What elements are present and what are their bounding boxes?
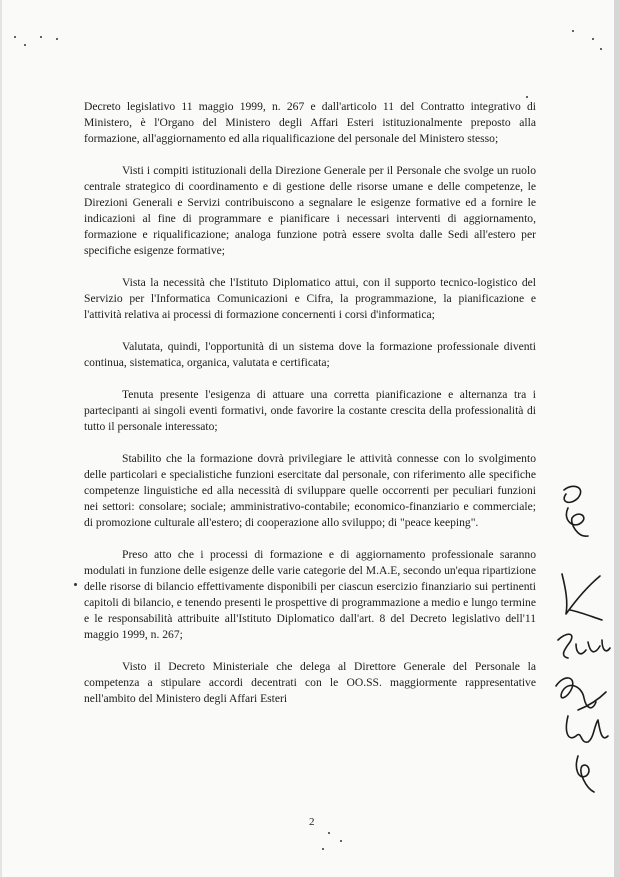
signature-initial-3 — [558, 634, 610, 658]
scan-speck — [40, 36, 42, 38]
scan-speck — [24, 44, 26, 46]
scan-speck — [340, 840, 342, 842]
paragraph-intro: Decreto legislativo 11 maggio 1999, n. 267 e dall'articolo 11 del Contratto integrativo di Ministero, è l'Organo del Ministero degli Affari Esteri istituzionalmente preposto alla formazione, all'aggiornamento ed alla riqualificazione del personale del Ministero stesso; — [84, 100, 536, 145]
signature-initial-1 — [564, 486, 588, 536]
scan-speck — [328, 832, 330, 834]
signature-initial-6 — [576, 756, 594, 792]
scan-speck — [526, 96, 528, 98]
handwritten-signatures — [548, 480, 618, 800]
paragraph-tenuta-presente: Tenuta presente l'esigenza di attuare una corretta pianificazione e alternanza tra i partecipanti ai singoli eventi formativi, onde favorire la costante crescita della professionalità di tutto il personale interessato; — [84, 388, 536, 433]
paragraph-valutata: Valutata, quindi, l'opportunità di un sistema dove la formazione professionale diventi continua, sistematica, organica, valutata e certificata; — [84, 340, 536, 369]
paragraph-preso-atto: Preso atto che i processi di formazione e di aggiornamento professionale saranno modulati in funzione delle esigenze delle varie categorie del M.A.E, secondo un'equa ripartizione delle risorse di bilancio effettivamente disponibili per ciascun esercizio finanziario sui pertinenti capitoli di bilancio, e tenendo presenti le prospettive di programmazione a medio e lungo termine e le responsabilità attribuite all'Istituto Diplomatico dall'art. 8 del Decreto legislativo dell'11 maggio 1999, n. 267; — [84, 548, 536, 641]
paragraph-visto-decreto: Visto il Decreto Ministeriale che delega al Direttore Generale del Personale la competenza a stipulare accordi decentrati con le OO.SS. maggiormente rappresentative nell'ambito del Ministero degli Affari Esteri — [84, 660, 536, 705]
document-body — [84, 99, 536, 723]
scan-speck — [592, 38, 594, 40]
page-edge-left — [0, 0, 2, 877]
paragraph-visti-compiti: Visti i compiti istituzionali della Direzione Generale per il Personale che svolge un ruolo centrale strategico di coordinamento e di gestione delle risorse umane e delle competenze, le Direzioni Generali e Servizi contribuiscono a segnalare le esigenze formative ed a fornire le indicazioni al fine di programmare e pianificare i necessari interventi di aggiornamento, formazione e riqualificazione; analoga funzione potrà essere svolta dalle Sedi all'estero per specifiche esigenze formative; — [84, 164, 536, 257]
scan-speck — [14, 36, 16, 38]
signature-initial-5 — [566, 716, 608, 742]
scan-speck — [56, 38, 58, 40]
paragraph-vista-necessita: Vista la necessità che l'Istituto Diplomatico attui, con il supporto tecnico-logistico del Servizio per l'Informatica Comunicazioni e Cifra, la programmazione, la pianificazione e l'attività relativa ai processi di formazione concernenti i corsi d'informatica; — [84, 276, 536, 321]
scan-speck — [74, 583, 77, 586]
scan-speck — [600, 48, 602, 50]
signature-initial-4 — [556, 678, 606, 710]
scan-speck — [322, 848, 324, 850]
signature-initial-2 — [562, 574, 602, 620]
paragraph-stabilito: Stabilito che la formazione dovrà privilegiare le attività connesse con lo svolgimento delle particolari e specialistiche funzioni esercitate dal personale, con riferimento alle specifiche competenze linguistiche ed alla necessità di sviluppare quelle occorrenti per peculiari funzioni nei settori: consolare; sociale; amministrativo-contabile; economico-finanziario e commerciale; di promozione culturale all'estero; di cooperazione allo sviluppo; di "peace keeping". — [84, 452, 536, 529]
scan-speck — [572, 30, 574, 32]
page-number: 2 — [309, 816, 315, 828]
